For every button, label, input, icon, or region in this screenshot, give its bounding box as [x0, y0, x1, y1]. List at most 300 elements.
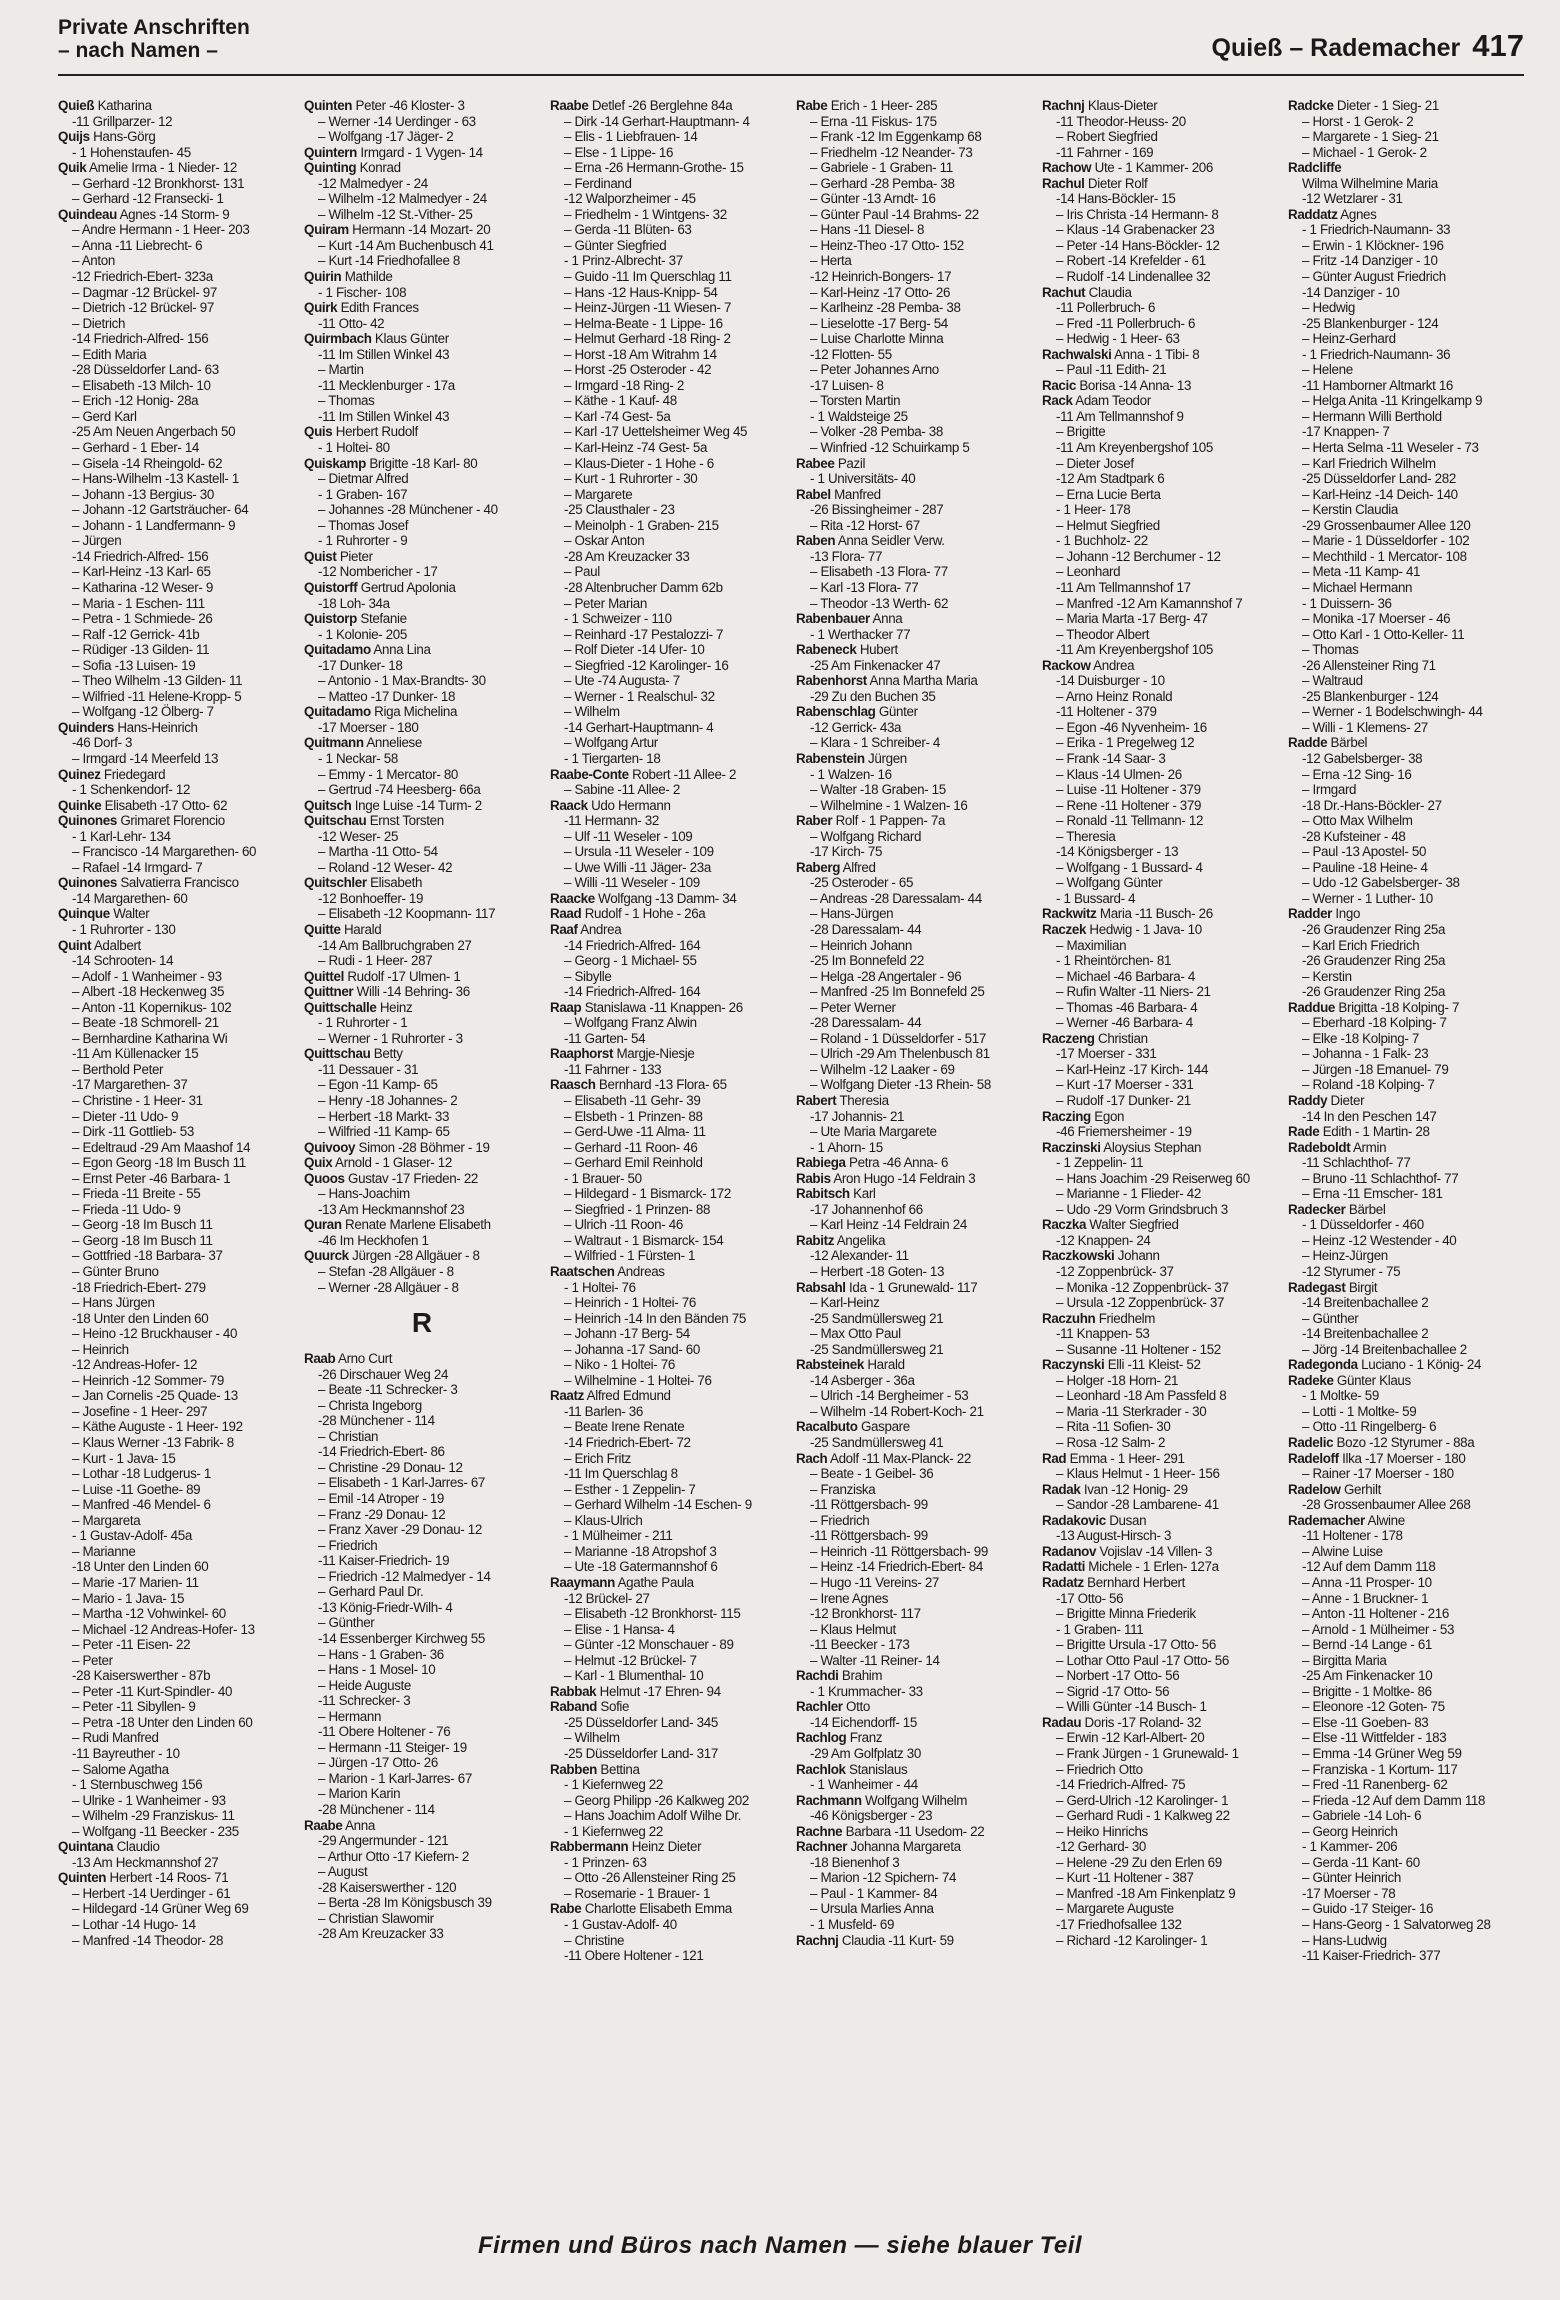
- directory-subentry: – Georg -18 Im Busch 11: [72, 1232, 213, 1248]
- directory-subentry: – Bernhardine Katharina Wi: [72, 1030, 228, 1046]
- directory-subentry: -25 Am Neuen Angerbach 50: [72, 424, 236, 440]
- surname: Raczuhn: [1042, 1310, 1096, 1326]
- directory-subentry: – Christian Slawomir: [318, 1910, 434, 1926]
- directory-subentry: – Rudi - 1 Heer- 287: [318, 953, 433, 969]
- surname: Rabben: [550, 1761, 598, 1777]
- directory-subentry: – Elsbeth - 1 Prinzen- 88: [564, 1108, 703, 1124]
- surname: Rabenstein: [796, 750, 865, 766]
- surname: Rabenhorst: [796, 673, 867, 689]
- directory-subentry: – Meinolph - 1 Graben- 215: [564, 517, 719, 533]
- directory-subentry: -14 Essenberger Kirchweg 55: [318, 1630, 485, 1646]
- directory-subentry: -14 Friedrich-Alfred- 156: [72, 331, 209, 347]
- directory-subentry: -11 Schlachthof- 77: [1302, 1155, 1411, 1171]
- directory-subentry: -11 Im Stillen Winkel 43: [318, 408, 450, 424]
- directory-subentry: – Luise Charlotte Minna: [810, 331, 944, 347]
- directory-subentry: – Heinrich - 1 Holtei- 76: [564, 1295, 696, 1311]
- directory-subentry: – Rosemarie - 1 Brauer- 1: [564, 1885, 711, 1901]
- directory-subentry: – Günter -13 Arndt- 16: [810, 191, 936, 207]
- surname: Radeke: [1288, 1372, 1334, 1388]
- directory-subentry: -11 Theodor-Heuss- 20: [1056, 113, 1186, 129]
- directory-subentry: – Rolf Dieter -14 Ufer- 10: [564, 642, 705, 658]
- surname: Quinez: [58, 766, 101, 782]
- directory-subentry: -25 Düsseldorfer Land- 345: [564, 1714, 718, 1730]
- surname: Quinque: [58, 906, 110, 922]
- directory-subentry: – Heinz-Gerhard: [1302, 331, 1396, 347]
- surname: Raabe-Conte: [550, 766, 629, 782]
- directory-entry: Raatschen Andreas: [550, 1264, 665, 1280]
- directory-subentry: – Else -11 Wittfelder - 183: [1302, 1730, 1447, 1746]
- section-title-line2: – nach Namen –: [58, 39, 218, 62]
- directory-subentry: – Edith Maria: [72, 346, 147, 362]
- directory-subentry: – Friedrich Otto: [1056, 1761, 1143, 1777]
- directory-subentry: – Karl-Heinz -74 Gest- 5a: [564, 440, 708, 456]
- directory-entry: Rabenschlag Günter: [796, 704, 918, 720]
- directory-subentry: - 1 Neckar- 58: [318, 750, 398, 766]
- surname: Raczeng: [1042, 1030, 1095, 1046]
- directory-subentry: – Karl - 1 Blumenthal- 10: [564, 1668, 704, 1684]
- directory-subentry: – Dirk -14 Gerhart-Hauptmann- 4: [564, 113, 750, 129]
- directory-subentry: – Anton -11 Kopernikus- 102: [72, 999, 232, 1015]
- directory-subentry: -11 Röttgersbach- 99: [810, 1528, 928, 1544]
- surname: Raddatz: [1288, 206, 1338, 222]
- directory-subentry: – Werner -46 Barbara- 4: [1056, 1015, 1193, 1031]
- directory-entry: Radatti Michele - 1 Erlen- 127a: [1042, 1559, 1219, 1575]
- directory-subentry: – Günter Siegfried: [564, 237, 667, 253]
- directory-subentry: – Elise - 1 Hansa- 4: [564, 1621, 675, 1637]
- directory-entry: Rabbak Helmut -17 Ehren- 94: [550, 1683, 721, 1699]
- directory-entry: Radde Bärbel: [1288, 735, 1368, 751]
- directory-subentry: – Otto Karl - 1 Otto-Keller- 11: [1302, 626, 1465, 642]
- directory-entry: Raddy Dieter: [1288, 1093, 1365, 1108]
- directory-subentry: – Hildegard -14 Grüner Weg 69: [72, 1901, 249, 1917]
- directory-subentry: – Herbert -18 Goten- 13: [810, 1264, 945, 1280]
- surname: Quitte: [304, 921, 341, 937]
- directory-subentry: – Peter -11 Kurt-Spindler- 40: [72, 1683, 233, 1699]
- surname: Quirmbach: [304, 331, 372, 347]
- directory-subentry: -12 Flotten- 55: [810, 346, 892, 362]
- directory-subentry: -18 Unter den Linden 60: [72, 1559, 209, 1575]
- directory-subentry: – Ulrich -11 Roon- 46: [564, 1217, 683, 1233]
- directory-subentry: -12 Heinrich-Bongers- 17: [810, 269, 952, 285]
- directory-entry: Quinke Elisabeth -17 Otto- 62: [58, 797, 228, 813]
- directory-subentry: - 1 Buchholz- 22: [1056, 533, 1148, 549]
- directory-subentry: Wilma Wilhelmine Maria: [1302, 175, 1438, 191]
- directory-subentry: – Gabriele -14 Loh- 6: [1302, 1808, 1422, 1824]
- directory-subentry: – Henry -18 Johannes- 2: [318, 1093, 458, 1108]
- surname: Rack: [1042, 393, 1073, 409]
- directory-subentry: – Erna -11 Emscher- 181: [1302, 1186, 1443, 1202]
- directory-subentry: – Adolf - 1 Wanheimer - 93: [72, 968, 222, 984]
- directory-subentry: - 1 Gustav-Adolf- 45a: [72, 1528, 192, 1544]
- directory-subentry: -18 Bienenhof 3: [810, 1854, 900, 1870]
- directory-subentry: - 1 Ahorn- 15: [810, 1139, 883, 1155]
- directory-subentry: – Marie -17 Marien- 11: [72, 1574, 199, 1590]
- directory-subentry: – Hedwig - 1 Heer- 63: [1056, 331, 1180, 347]
- directory-subentry: -11 Beecker - 173: [810, 1637, 910, 1653]
- directory-entry: Rachmann Wolfgang Wilhelm: [796, 1792, 968, 1808]
- surname: Raddue: [1288, 999, 1336, 1015]
- directory-entry: Quittner Willi -14 Behring- 36: [304, 984, 470, 1000]
- directory-subentry: – Theo Wilhelm -13 Gilden- 11: [72, 673, 243, 689]
- directory-subentry: - 1 Schweizer - 110: [564, 611, 672, 627]
- directory-subentry: - 1 Friedrich-Naumann- 36: [1302, 346, 1451, 362]
- directory-subentry: – Wilhelm: [564, 704, 620, 720]
- directory-subentry: -12 Andreas-Hofer- 12: [72, 1357, 198, 1373]
- directory-subentry: -25 Am Finkenacker 47: [810, 657, 941, 673]
- directory-subentry: – Werner -28 Allgäuer - 8: [318, 1279, 459, 1295]
- directory-subentry: – Christine -29 Donau- 12: [318, 1459, 463, 1475]
- directory-subentry: - 1 Duissern- 36: [1302, 595, 1392, 611]
- directory-subentry: – Waltraut - 1 Bismarck- 154: [564, 1232, 724, 1248]
- directory-subentry: – Margarete - 1 Sieg- 21: [1302, 129, 1439, 145]
- directory-subentry: -29 Angermunder - 121: [318, 1833, 449, 1849]
- surname: Quist: [304, 548, 337, 564]
- directory-subentry: – Marion - 1 Karl-Jarres- 67: [318, 1770, 472, 1786]
- directory-subentry: – Franziska - 1 Kortum- 117: [1302, 1761, 1458, 1777]
- directory-subentry: – Wilhelm -14 Robert-Koch- 21: [810, 1403, 984, 1419]
- directory-subentry: – Lieselotte -17 Berg- 54: [810, 315, 948, 331]
- directory-entry: Rabiega Petra -46 Anna- 6: [796, 1155, 949, 1171]
- directory-subentry: -11 Pollerbruch- 6: [1056, 300, 1156, 316]
- directory-subentry: – Frank -12 Im Eggenkamp 68: [810, 129, 982, 145]
- directory-subentry: – Francisco -14 Margarethen- 60: [72, 844, 257, 860]
- directory-entry: Quinten Herbert -14 Roos- 71: [58, 1870, 229, 1886]
- surname: Radeloff: [1288, 1450, 1339, 1466]
- directory-entry: Radau Doris -17 Roland- 32: [1042, 1714, 1202, 1730]
- directory-subentry: – Wolfgang Franz Alwin: [564, 1015, 697, 1031]
- surname: Rachut: [1042, 284, 1086, 300]
- directory-entry: Quintana Claudio: [58, 1839, 160, 1855]
- surname: Quittschalle: [304, 999, 377, 1015]
- surname: Raber: [796, 813, 833, 829]
- directory-subentry: -29 Grossenbaumer Allee 120: [1302, 517, 1471, 533]
- surname: Raack: [550, 797, 588, 813]
- directory-subentry: – Rita -11 Sofien- 30: [1056, 1419, 1171, 1435]
- surname: Raab: [304, 1351, 336, 1367]
- directory-subentry: – Heinz-Theo -17 Otto- 152: [810, 237, 964, 253]
- directory-subentry: – Dagmar -12 Brückel- 97: [72, 284, 217, 300]
- directory-subentry: – Friedhelm - 1 Wintgens- 32: [564, 206, 727, 222]
- surname: Rabel: [796, 486, 831, 502]
- surname: Radatti: [1042, 1559, 1085, 1575]
- directory-subentry: - 1 Kiefernweg 22: [564, 1823, 664, 1839]
- directory-subentry: -14 Eichendorff- 15: [810, 1714, 917, 1730]
- directory-subentry: – Manfred -14 Theodor- 28: [72, 1932, 224, 1948]
- directory-subentry: – Hans Joachim Adolf Wilhe Dr.: [564, 1808, 742, 1824]
- directory-subentry: – Hans-Wilhelm -13 Kastell- 1: [72, 471, 239, 487]
- surname: Raatschen: [550, 1264, 615, 1280]
- directory-subentry: – Maria Marta -17 Berg- 47: [1056, 611, 1208, 627]
- directory-entry: Raczeng Christian: [1042, 1030, 1148, 1046]
- directory-subentry: - 1 Bussard- 4: [1056, 890, 1136, 906]
- directory-subentry: – Anne - 1 Bruckner- 1: [1302, 1590, 1429, 1606]
- directory-entry: Quitte Harald: [304, 921, 382, 937]
- directory-subentry: -17 Knappen- 7: [1302, 424, 1390, 440]
- directory-subentry: – Gerda -11 Kant- 60: [1302, 1854, 1420, 1870]
- directory-subentry: – Gerd-Ulrich -12 Karolinger- 1: [1056, 1792, 1229, 1808]
- directory-subentry: – Gerhard -12 Bronkhorst- 131: [72, 175, 245, 191]
- directory-entry: Quiram Hermann -14 Mozart- 20: [304, 222, 491, 238]
- directory-subentry: – Rafael -14 Irmgard- 7: [72, 859, 203, 875]
- directory-subentry: – Rita -12 Horst- 67: [810, 517, 920, 533]
- directory-subentry: – Wilhelm -29 Franziskus- 11: [72, 1808, 235, 1824]
- surname: Rabsahl: [796, 1279, 846, 1295]
- directory-subentry: – Leonhard -18 Am Passfeld 8: [1056, 1388, 1227, 1404]
- directory-subentry: -14 In den Peschen 147: [1302, 1108, 1437, 1124]
- directory-subentry: – Irmgard -18 Ring- 2: [564, 377, 684, 393]
- surname: Radak: [1042, 1481, 1081, 1497]
- directory-subentry: – Karl Erich Friedrich: [1302, 937, 1420, 953]
- directory-subentry: – Rudolf -17 Dunker- 21: [1056, 1093, 1191, 1108]
- directory-subentry: – Waltraud: [1302, 673, 1363, 689]
- directory-subentry: – Peter: [72, 1652, 113, 1668]
- directory-subentry: - 1 Zeppelin- 11: [1056, 1155, 1144, 1171]
- directory-subentry: – Wilhelm -12 Malmedyer - 24: [318, 191, 487, 207]
- surname: Racalbuto: [796, 1419, 858, 1435]
- directory-subentry: - 1 Graben- 111: [1056, 1621, 1144, 1637]
- surname: Quindeau: [58, 206, 117, 222]
- directory-subentry: – Maria -11 Sterkrader - 30: [1056, 1403, 1207, 1419]
- directory-subentry: – Karl -74 Gest- 5a: [564, 408, 671, 424]
- directory-subentry: -28 Daressalam- 44: [810, 921, 922, 937]
- directory-subentry: -25 Osteroder - 65: [810, 875, 914, 891]
- directory-entry: Rabis Aron Hugo -14 Feldrain 3: [796, 1170, 976, 1186]
- directory-subentry: – Paul -13 Apostel- 50: [1302, 844, 1427, 860]
- directory-entry: Raap Stanislawa -11 Knappen- 26: [550, 999, 743, 1015]
- directory-subentry: -28 Kaiserswerther - 120: [318, 1879, 457, 1895]
- directory-entry: Rachut Claudia: [1042, 284, 1132, 300]
- directory-subentry: -11 Im Querschlag 8: [564, 1466, 678, 1482]
- directory-subentry: -14 Margarethen- 60: [72, 890, 188, 906]
- directory-subentry: - 1 Walzen- 16: [810, 766, 892, 782]
- directory-subentry: – Martha -12 Vohwinkel- 60: [72, 1606, 226, 1622]
- directory-subentry: – Georg - 1 Michael- 55: [564, 953, 697, 969]
- directory-subentry: – Beate Irene Renate: [564, 1419, 685, 1435]
- directory-subentry: – Jan Cornelis -25 Quade- 13: [72, 1388, 238, 1404]
- directory-subentry: – Marianne: [72, 1543, 136, 1559]
- directory-subentry: – Helene: [1302, 362, 1353, 378]
- directory-subentry: – Peter Marian: [564, 595, 647, 611]
- directory-subentry: – Holger -18 Horn- 21: [1056, 1372, 1179, 1388]
- surname: Raczinski: [1042, 1139, 1101, 1155]
- directory-entry: Quinque Walter: [58, 906, 150, 922]
- directory-subentry: – Kerstin Claudia: [1302, 502, 1399, 518]
- surname: Raczing: [1042, 1108, 1091, 1124]
- directory-subentry: -12 Knappen- 24: [1056, 1232, 1151, 1248]
- directory-subentry: – Sabine -11 Allee- 2: [564, 782, 680, 798]
- directory-entry: Rabert Theresia: [796, 1093, 889, 1108]
- directory-subentry: – Norbert -17 Otto- 56: [1056, 1668, 1180, 1684]
- directory-subentry: – Margarete: [564, 486, 633, 502]
- directory-subentry: – Johann -12 Berchumer - 12: [1056, 548, 1221, 564]
- directory-subentry: -28 Düsseldorfer Land- 63: [72, 362, 219, 378]
- directory-subentry: – Gerhard -12 Fransecki- 1: [72, 191, 224, 207]
- directory-subentry: -12 Am Stadtpark 6: [1056, 471, 1165, 487]
- directory-subentry: - 1 Holtei- 76: [564, 1279, 636, 1295]
- section-title: [58, 16, 250, 62]
- directory-subentry: -18 Loh- 34a: [318, 595, 390, 611]
- surname: Quintana: [58, 1839, 114, 1855]
- directory-subentry: – Marianne - 1 Flieder- 42: [1056, 1186, 1201, 1202]
- directory-subentry: – Werner -14 Uerdinger - 63: [318, 113, 476, 129]
- directory-subentry: – Ronald -11 Tellmann- 12: [1056, 813, 1204, 829]
- directory-subentry: -46 Dorf- 3: [72, 735, 133, 751]
- surname: Quitsch: [304, 797, 352, 813]
- directory-subentry: – Dietrich -12 Brückel- 97: [72, 300, 214, 316]
- directory-subentry: – Frank -14 Saar- 3: [1056, 750, 1166, 766]
- directory-subentry: – Thomas Josef: [318, 517, 409, 533]
- directory-subentry: – Heinz-Jürgen: [1302, 1248, 1388, 1264]
- directory-entry: Raack Udo Hermann: [550, 797, 671, 813]
- directory-entry: Raczynski Elli -11 Kleist- 52: [1042, 1357, 1201, 1373]
- directory-subentry: -11 Otto- 42: [318, 315, 385, 331]
- directory-entry: Quiskamp Brigitte -18 Karl- 80: [304, 455, 478, 471]
- directory-subentry: – Torsten Martin: [810, 393, 901, 409]
- surname: Raaf: [550, 921, 578, 937]
- directory-entry: Raab Arno Curt: [304, 1351, 393, 1367]
- directory-subentry: -14 Duisburger - 10: [1056, 673, 1165, 689]
- directory-subentry: – Wolfgang Dieter -13 Rhein- 58: [810, 1077, 991, 1093]
- directory-subentry: – Friedrich -12 Malmedyer - 14: [318, 1568, 491, 1584]
- directory-subentry: – Helene -29 Zu den Erlen 69: [1056, 1854, 1222, 1870]
- directory-subentry: – Udo -29 Vorm Grindsbruch 3: [1056, 1201, 1228, 1217]
- directory-entry: Radder Ingo: [1288, 906, 1361, 922]
- directory-entry: Rachnj Claudia -11 Kurt- 59: [796, 1932, 954, 1948]
- directory-entry: Rachlog Franz: [796, 1730, 883, 1746]
- directory-subentry: – Hermann: [318, 1708, 382, 1724]
- directory-entry: Rachul Dieter Rolf: [1042, 175, 1148, 191]
- directory-subentry: – Franziska: [810, 1481, 876, 1497]
- directory-subentry: – Friedrich: [318, 1537, 378, 1553]
- directory-subentry: – Otto Max Wilhelm: [1302, 813, 1413, 829]
- directory-subentry: -11 Fahrner - 133: [564, 1061, 662, 1077]
- directory-entry: Rachne Barbara -11 Usedom- 22: [796, 1823, 985, 1839]
- surname: Rabitz: [796, 1232, 835, 1248]
- directory-subentry: – Karl Friedrich Wilhelm: [1302, 455, 1436, 471]
- directory-subentry: – Günther: [1302, 1310, 1359, 1326]
- directory-subentry: – Stefan -28 Allgäuer - 8: [318, 1264, 454, 1280]
- surname: Rabert: [796, 1093, 837, 1108]
- directory-subentry: – Karl Heinz -14 Feldrain 24: [810, 1217, 967, 1233]
- directory-subentry: – Friedhelm -12 Neander- 73: [810, 144, 973, 160]
- directory-subentry: – Hans -11 Diesel- 8: [810, 222, 925, 238]
- directory-subentry: – Bernd -14 Lange - 61: [1302, 1637, 1433, 1653]
- surname: Rachnj: [1042, 98, 1085, 113]
- directory-entry: Quittschau Betty: [304, 1046, 403, 1062]
- surname: Radatz: [1042, 1574, 1084, 1590]
- directory-subentry: – Ursula -12 Zoppenbrück- 37: [1056, 1295, 1225, 1311]
- directory-subentry: -46 Friemersheimer - 19: [1056, 1124, 1192, 1140]
- directory-subentry: – Paul -11 Edith- 21: [1056, 362, 1167, 378]
- directory-subentry: – Petra - 1 Schmiede- 26: [72, 611, 213, 627]
- directory-entry: Quistorff Gertrud Apolonia: [304, 579, 456, 595]
- surname: Rabe: [550, 1901, 582, 1917]
- directory-subentry: – Helga Anita -11 Kringelkamp 9: [1302, 393, 1483, 409]
- directory-subentry: -26 Graudenzer Ring 25a: [1302, 984, 1446, 1000]
- directory-entry: Quitadamo Anna Lina: [304, 642, 431, 658]
- directory-subentry: – Elisabeth -13 Flora- 77: [810, 564, 948, 580]
- directory-subentry: -11 Garten- 54: [564, 1030, 646, 1046]
- directory-subentry: – Erich -12 Honig- 28a: [72, 393, 199, 409]
- directory-subentry: - 1 Kiefernweg 22: [564, 1777, 664, 1793]
- directory-subentry: – Susanne -11 Holtener - 152: [1056, 1341, 1221, 1357]
- directory-subentry: – Michael -12 Andreas-Hofer- 13: [72, 1621, 255, 1637]
- directory-subentry: -13 Flora- 77: [810, 548, 883, 564]
- surname: Quinten: [58, 1870, 107, 1886]
- surname: Rademacher: [1288, 1512, 1365, 1528]
- directory-subentry: – Günther: [318, 1615, 375, 1631]
- surname: Quintern: [304, 144, 357, 160]
- directory-subentry: -11 Knappen- 53: [1056, 1326, 1150, 1342]
- surname: Quinke: [58, 797, 102, 813]
- directory-subentry: – Rudolf -14 Lindenallee 32: [1056, 269, 1211, 285]
- directory-subentry: - 1 Prinzen- 63: [564, 1854, 647, 1870]
- directory-subentry: -17 Johannis- 21: [810, 1108, 905, 1124]
- directory-subentry: -12 Weser- 25: [318, 828, 399, 844]
- surname: Rackow: [1042, 657, 1091, 673]
- directory-subentry: -25 Sandmüllersweg 21: [810, 1341, 944, 1357]
- directory-subentry: -11 Am Tellmannshof 17: [1056, 579, 1191, 595]
- surname: Quivooy: [304, 1139, 356, 1155]
- directory-subentry: -25 Blankenburger - 124: [1302, 315, 1439, 331]
- directory-subentry: – Thomas -46 Barbara- 4: [1056, 999, 1198, 1015]
- directory-entry: Quinez Friedegard: [58, 766, 166, 782]
- surname: Raaphorst: [550, 1046, 614, 1062]
- directory-subentry: – Rosa -12 Salm- 2: [1056, 1435, 1166, 1451]
- surname: Quirin: [304, 269, 342, 285]
- directory-subentry: – Gerd-Uwe -11 Alma- 11: [564, 1124, 706, 1140]
- directory-subentry: – Wilhelm -12 St.-Vither- 25: [318, 206, 473, 222]
- surname: Radanov: [1042, 1543, 1097, 1559]
- directory-subentry: – Wilhelm: [564, 1730, 620, 1746]
- directory-subentry: – Kurt -11 Holtener - 387: [1056, 1870, 1194, 1886]
- directory-subentry: – Michael -46 Barbara- 4: [1056, 968, 1195, 984]
- directory-subentry: - 1 Hohenstaufen- 45: [72, 144, 191, 160]
- directory-subentry: – Thomas: [318, 393, 375, 409]
- surname: Radelic: [1288, 1435, 1334, 1451]
- directory-subentry: - 1 Sternbuschweg 156: [72, 1777, 203, 1793]
- directory-subentry: -11 Dessauer - 31: [318, 1061, 419, 1077]
- directory-subentry: - 1 Graben- 167: [318, 486, 408, 502]
- directory-subentry: – Johannes -28 Münchener - 40: [318, 502, 498, 518]
- directory-subentry: – Christine: [564, 1932, 625, 1948]
- directory-subentry: -46 Im Heckhofen 1: [318, 1232, 429, 1248]
- directory-subentry: -11 Kaiser-Friedrich- 19: [318, 1553, 450, 1569]
- directory-subentry: -26 Dirschauer Weg 24: [318, 1366, 449, 1382]
- directory-subentry: - 1 Universitäts- 40: [810, 471, 916, 487]
- directory-subentry: – Herta: [810, 253, 852, 269]
- directory-subentry: -13 Am Heckmannshof 23: [318, 1201, 465, 1217]
- directory-subentry: – Wolfgang -12 Ölberg- 7: [72, 704, 214, 720]
- surname: Rachdi: [796, 1668, 839, 1684]
- directory-subentry: – Else - 1 Lippe- 16: [564, 144, 674, 160]
- directory-subentry: – Gerhard -11 Roon- 46: [564, 1139, 698, 1155]
- directory-subentry: – Gisela -14 Rheingold- 62: [72, 455, 223, 471]
- directory-subentry: – Peter Johannes Arno: [810, 362, 939, 378]
- directory-subentry: – Arthur Otto -17 Kiefern- 2: [318, 1848, 469, 1864]
- directory-subentry: – Horst -18 Am Witrahm 14: [564, 346, 717, 362]
- directory-subentry: – Emil -14 Atroper - 19: [318, 1491, 444, 1507]
- directory-entry: Quivooy Simon -28 Böhmer - 19: [304, 1139, 490, 1155]
- directory-subentry: – Kurt - 1 Java- 15: [72, 1450, 176, 1466]
- directory-subentry: – Georg Philipp -26 Kalkweg 202: [564, 1792, 749, 1808]
- directory-subentry: - 1 Prinz-Albrecht- 37: [564, 253, 683, 269]
- directory-subentry: -18 Unter den Linden 60: [72, 1310, 209, 1326]
- surname: Rabiega: [796, 1155, 846, 1171]
- directory-entry: Quist Pieter: [304, 548, 373, 564]
- section-title-line1: Private Anschriften: [58, 16, 250, 39]
- directory-subentry: – Jürgen -18 Emanuel- 79: [1302, 1061, 1449, 1077]
